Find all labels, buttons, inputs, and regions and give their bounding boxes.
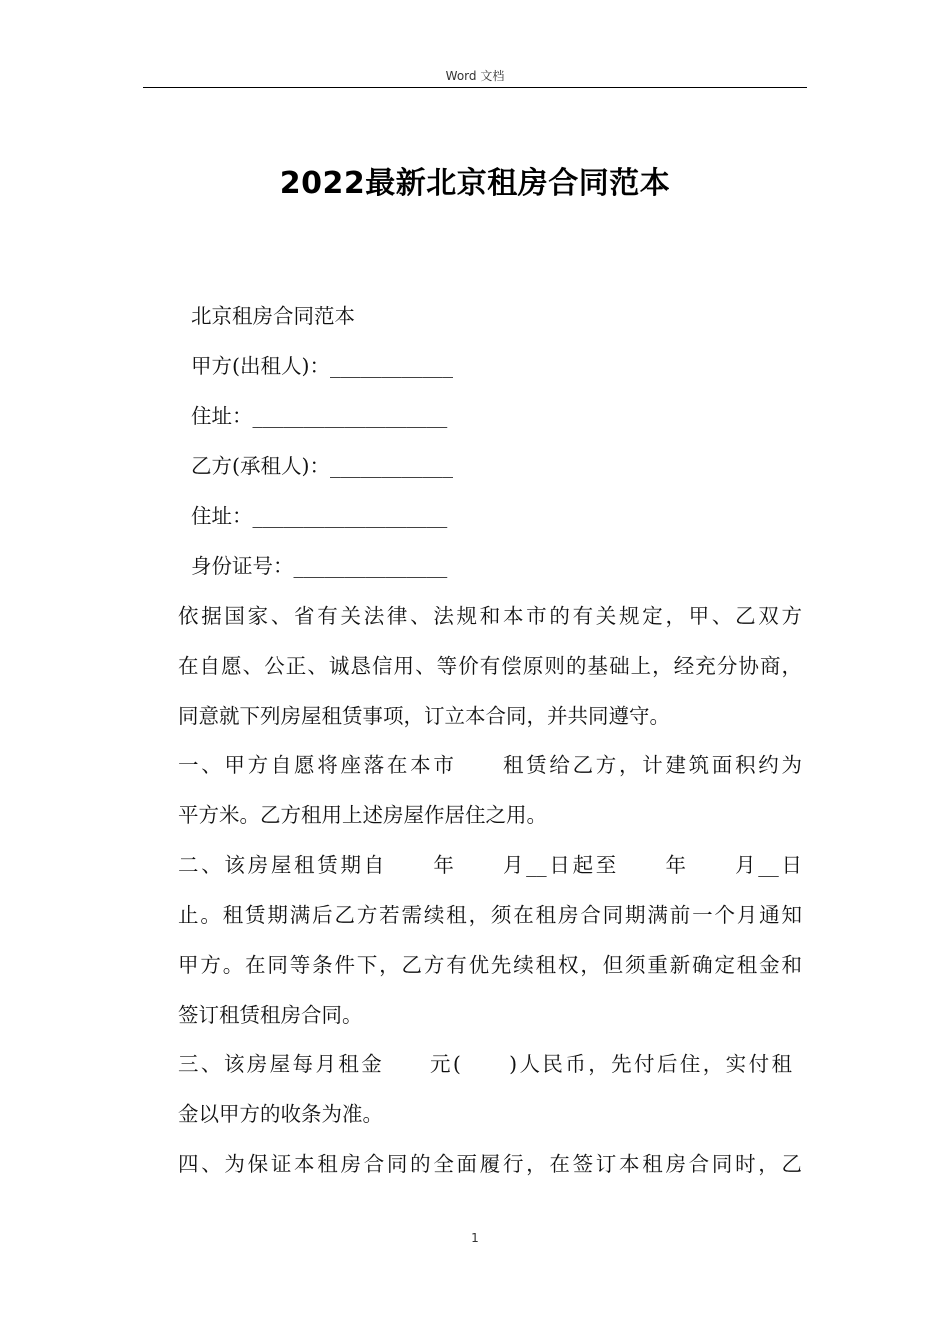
- body-line: 四、为保证本租房合同的全面履行，在签订本租房合同时，乙: [178, 1152, 802, 1176]
- body-line: 签订租赁租房合同。: [178, 1003, 363, 1027]
- body-line: 甲方(出租人)：____________: [178, 354, 454, 378]
- body-line: 北京租房合同范本: [178, 304, 356, 328]
- body-line: 乙方(承租人)：____________: [178, 454, 454, 478]
- body-line: 身份证号：_______________: [178, 554, 448, 578]
- body-line: 三、该房屋每月租金 元( )人民币，先付后住，实付租: [178, 1052, 792, 1076]
- body-line: 甲方。在同等条件下，乙方有优先续租权，但须重新确定租金和: [178, 953, 802, 977]
- body-line: 住址：___________________: [178, 504, 448, 528]
- body-line: 止。租赁期满后乙方若需续租，须在租房合同期满前一个月通知: [178, 903, 802, 927]
- body-line: 一、甲方自愿将座落在本市 租赁给乙方，计建筑面积约为: [178, 753, 802, 777]
- body-line: 在自愿、公正、诚恳信用、等价有偿原则的基础上，经充分协商，: [178, 654, 802, 678]
- body-line: 同意就下列房屋租赁事项，订立本合同，并共同遵守。: [178, 704, 670, 728]
- document-title: 2022最新北京租房合同范本: [279, 166, 671, 201]
- body-line: 平方米。乙方租用上述房屋作居住之用。: [178, 803, 547, 827]
- header-rule: [143, 87, 807, 88]
- body-line: 金以甲方的收条为准。: [178, 1102, 383, 1126]
- body-line: 住址：___________________: [178, 404, 448, 428]
- page-number: 1: [471, 1231, 479, 1245]
- body-line: 二、该房屋租赁期自 年 月__日起至 年 月__日: [178, 853, 802, 877]
- page-header: Word 文档: [445, 69, 505, 83]
- body-line: 依据国家、省有关法律、法规和本市的有关规定，甲、乙双方: [178, 604, 802, 628]
